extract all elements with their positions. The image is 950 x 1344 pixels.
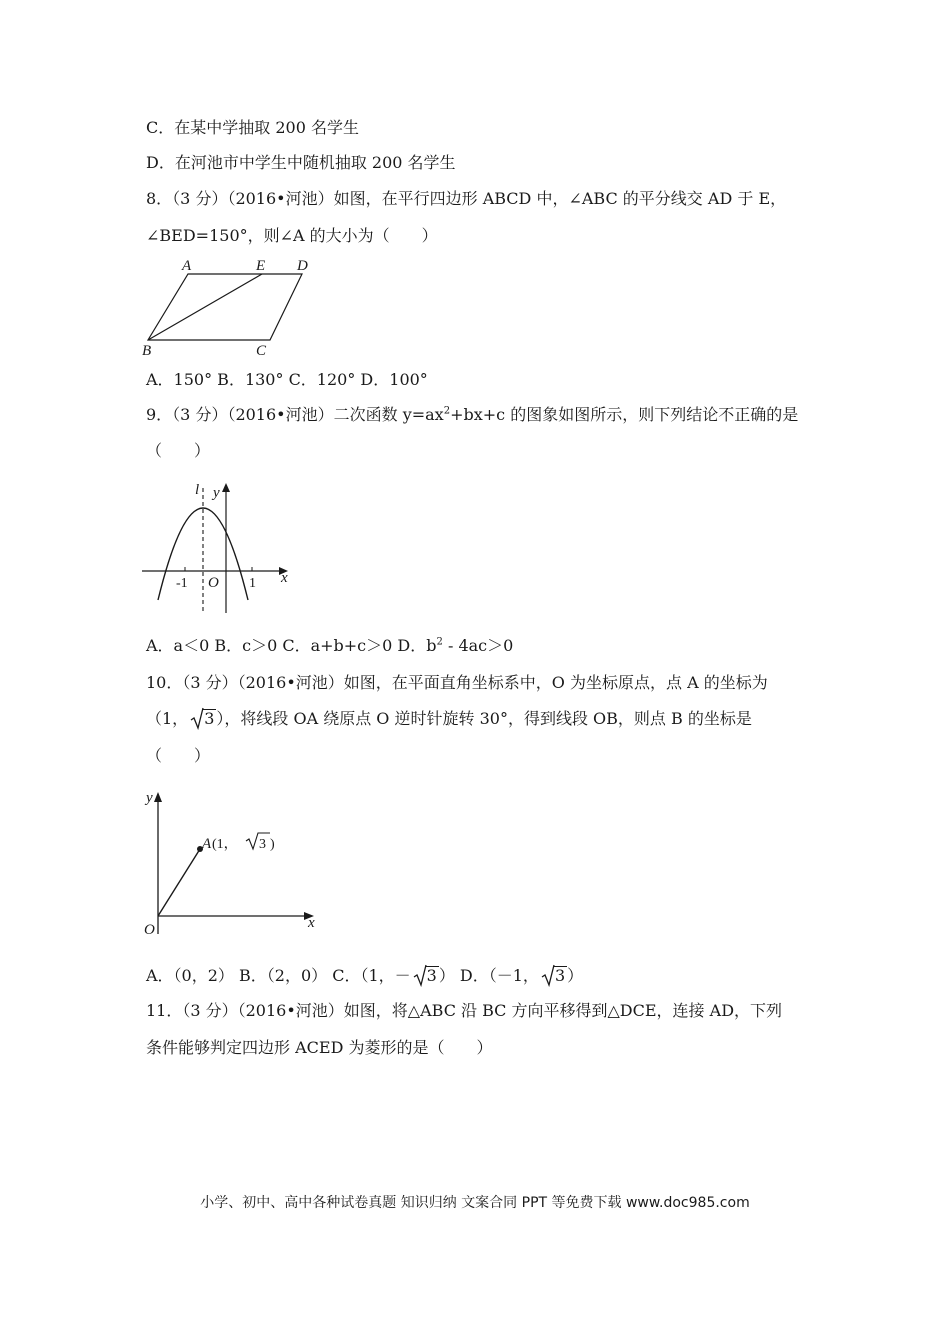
- sqrt-symbol: 3: [413, 966, 439, 986]
- option-c-q7: C．在某中学抽取 200 名学生: [146, 118, 359, 137]
- label-C: C: [256, 343, 267, 359]
- label-D: D: [297, 258, 308, 274]
- question-10-line1: 10．（3 分）（2016•河池）如图，在平面直角坐标系中，O 为坐标原点，点 A 的坐标为: [146, 673, 768, 692]
- label-E: E: [256, 258, 266, 274]
- label-y: y: [213, 485, 220, 501]
- question-11-line1: 11．（3 分）（2016•河池）如图，将△ABC 沿 BC 方向平移得到△DCE，连接 AD，下列: [146, 1001, 783, 1020]
- question-9-line2: （ ）: [146, 441, 211, 460]
- option-d-q7: D．在河池市中学生中随机抽取 200 名学生: [146, 153, 456, 172]
- figure-parabola: [140, 478, 300, 618]
- superscript-2: 2: [443, 405, 451, 417]
- question-9-line1: 9．（3 分）（2016•河池）二次函数 $y=ax^2+bx+c$ 的图象如图所示，则下列结论不正确的是: [146, 405, 799, 424]
- sqrt-symbol: 3: [190, 709, 216, 729]
- label-l: l: [195, 482, 200, 498]
- label-A: A: [182, 258, 192, 274]
- superscript-2: 2: [436, 636, 443, 648]
- label-pos1: 1: [249, 576, 256, 591]
- label-O: O: [208, 575, 219, 591]
- question-10-options: A．（0，2） B．（2，0） C．（1，－ 3 ） D．（－1， 3 ）: [146, 966, 584, 985]
- label-sqrt3: 3: [259, 837, 266, 852]
- parallelogram-abcd: [148, 274, 302, 340]
- segment-be: [148, 274, 262, 340]
- label-neg1: -1: [176, 576, 188, 591]
- label-close-paren: ): [270, 837, 275, 852]
- label-coord-a: (1，: [212, 837, 238, 852]
- label-x: x: [308, 915, 315, 931]
- label-O: O: [144, 922, 155, 938]
- question-8-options: A．150° B．130° C．120° D．100°: [146, 370, 428, 389]
- question-8-line1: 8．（3 分）（2016•河池）如图，在平行四边形 ABCD 中，∠ABC 的平分线交 AD 于 E，: [146, 189, 787, 208]
- figure-coordinate-oa: [138, 782, 328, 942]
- y-axis-arrow: [222, 483, 230, 492]
- label-x: x: [281, 570, 288, 586]
- page-footer: 小学、初中、高中各种试卷真题 知识归纳 文案合同 PPT 等免费下载 www.doc985.com: [200, 1195, 750, 1211]
- label-A: A: [202, 836, 212, 852]
- label-y: y: [146, 790, 153, 806]
- question-10-line3: （ ）: [146, 746, 211, 765]
- question-10-line2: （1， 3 ），将线段 OA 绕原点 O 逆时针旋转 30°，得到线段 OB，则点 B 的坐标是: [146, 709, 752, 728]
- label-B: B: [142, 343, 152, 359]
- sqrt-symbol-fig: [246, 833, 270, 849]
- segment-oa: [158, 849, 200, 916]
- question-9-options: A．a＜0 B．c＞0 C．a+b+c＞0 D．$b^2 - 4ac>0$: [146, 636, 514, 655]
- sqrt-symbol: 3: [541, 966, 567, 986]
- question-11-line2: 条件能够判定四边形 ACED 为菱形的是（ ）: [146, 1038, 493, 1057]
- figure-parallelogram: [138, 256, 318, 360]
- question-8-line2: ∠BED=150°，则∠A 的大小为（ ）: [146, 226, 438, 245]
- y-axis-arrow: [154, 792, 162, 802]
